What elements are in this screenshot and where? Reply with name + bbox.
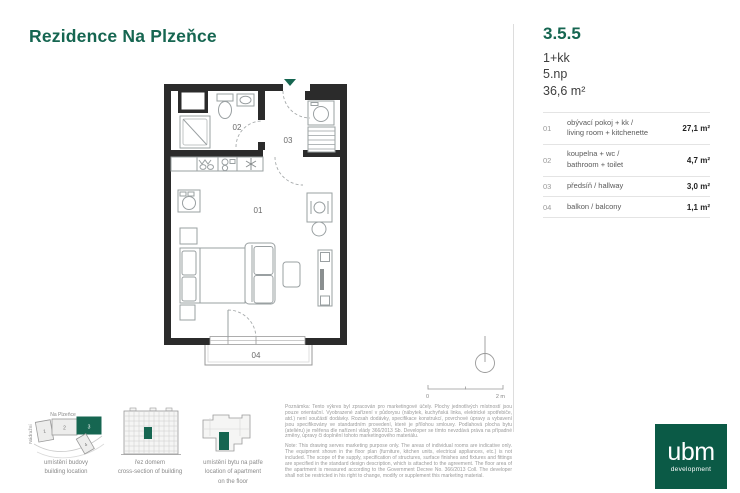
scale-end: 2 m (495, 394, 505, 400)
room-name-cs: předsíň / hallway (567, 181, 624, 190)
scale-start: 0 (426, 394, 430, 400)
svg-text:4: 4 (83, 441, 89, 448)
room-area: 4,7 m² (686, 155, 710, 165)
room-name (567, 181, 687, 192)
svg-text:3: 3 (87, 424, 91, 431)
logo-name: ubm (667, 438, 715, 466)
highlighted-unit (219, 432, 229, 450)
balcony-glazing (210, 337, 305, 345)
room-name-cs: koupelna + wc / (567, 149, 620, 159)
hallway-label: 03 (283, 136, 293, 145)
room-name (567, 118, 682, 140)
note-czech: Poznámka: Tento výkres byl zpracován pro marketingové účely. Plochy jednotlivých místností jsou pouze orientační. Vyobrazené zařízení v půdorysu (nábytek, kuchyňská linka, elektrické spotřebiče, atd.) není součástí dodávky. Rozsah dodávky, specifikace konstrukcí, povrchové úpravy a vybavení jsou specifikovány ve standardním provedení, které je přílohou smlouvy. Podlahová plocha bytu (ateliéru) je měřena dle nařízení vlády 366/2013 Sb. Developer se tímto nevzdává práva na případné změny, úpravy či doplnění tohoto marketingového materiálu. (285, 404, 512, 440)
street-label-top: Na Plzeňce (50, 412, 76, 418)
shelving (308, 127, 335, 152)
balcony-door-arc (228, 310, 256, 338)
unit-area: 36,6 m² (543, 83, 586, 98)
svg-text:2: 2 (63, 425, 66, 432)
svg-text:1: 1 (42, 428, 47, 436)
tv-sideboard (318, 250, 332, 306)
street-label-left: Nádražní (29, 424, 34, 444)
building-block-3-highlighted (77, 417, 101, 434)
building-block-2 (52, 419, 77, 435)
disclaimer-notes (285, 405, 512, 480)
table-row (543, 176, 710, 197)
room-name (567, 149, 687, 171)
thumbnail-cross-section (120, 407, 182, 459)
unit-layout: 1+kk (543, 51, 570, 65)
highlighted-unit (144, 427, 152, 439)
thumbnail-caption: umístění bytu na patře location of apartment on the floor (203, 460, 263, 485)
room-number: 01 (543, 123, 552, 133)
bathroom-fixtures (180, 91, 254, 148)
floor-plan (155, 73, 367, 373)
chair (312, 222, 326, 236)
bathroom-label: 02 (232, 123, 242, 132)
room-area: 1,1 m² (686, 202, 710, 212)
room-name-en: bathroom + toilet (567, 160, 624, 170)
room-name-en: living room + kitchenette (567, 128, 649, 138)
table-row (543, 112, 710, 144)
sofa (245, 243, 275, 304)
toilet (217, 94, 233, 119)
note-english: Note: This drawing serves marketing purpose only. The areas of individual rooms are indicative only. The equipment shown in the floor plan (furniture, kitchen units, electrical appliances, etc.) is not included. The scope of the supply, specification of structures, surface finishes and fixtures and fittings are specified in the standard design description, which is attached to the agreement. The floor area of the apartment is measured according to the Government Decree No. 366/2013 Coll. The developer shall not be restricted in his right to change, modify or supplement this marketing material. (285, 443, 512, 479)
scale-bar (425, 382, 510, 402)
building-block-1 (35, 420, 53, 442)
room-area: 27,1 m² (682, 123, 710, 133)
thumbnail-floor-location (196, 408, 266, 456)
vertical-divider (513, 24, 514, 432)
building-block-4 (76, 434, 94, 454)
logo-subtitle: development (670, 466, 712, 473)
room-number: 02 (543, 155, 552, 165)
nightstand (180, 228, 197, 244)
bed (180, 248, 245, 303)
room-table (543, 112, 710, 218)
room-number: 04 (543, 202, 552, 212)
thumbnail-caption: řez domem cross-section of building (117, 460, 183, 476)
thumbnail-building-location (24, 404, 116, 460)
dining-table (307, 193, 332, 236)
room-number: 03 (543, 181, 552, 191)
oven (178, 190, 200, 212)
room-name (567, 202, 687, 213)
nightstand (180, 305, 195, 320)
page-title: Rezidence Na Plzeňce (29, 26, 217, 46)
coffee-table (283, 262, 300, 287)
room-name-cs: balkon / balcony (567, 201, 622, 211)
north-compass-icon (470, 333, 510, 378)
unit-number: 3.5.5 (543, 24, 581, 43)
unit-info (543, 50, 585, 99)
unit-floor: 5.np (543, 67, 568, 82)
room-name-cs: obývací pokoj + kk / (567, 117, 634, 127)
thumbnail-caption: umístění budovy building location (43, 460, 89, 476)
living-label: 01 (253, 206, 263, 215)
table-row (543, 196, 710, 218)
table-row (543, 144, 710, 176)
kitchenette (171, 157, 263, 212)
balcony-label: 04 (251, 351, 261, 360)
hall-door-arc (275, 157, 303, 185)
ubm-logo (655, 424, 727, 489)
entrance-arrow-icon (284, 79, 296, 86)
sink (237, 94, 254, 106)
shower (180, 116, 210, 148)
room-area: 3,0 m² (686, 181, 710, 191)
hallway-fixtures (308, 101, 335, 152)
shaft (180, 91, 207, 112)
washing-machine (308, 101, 334, 125)
